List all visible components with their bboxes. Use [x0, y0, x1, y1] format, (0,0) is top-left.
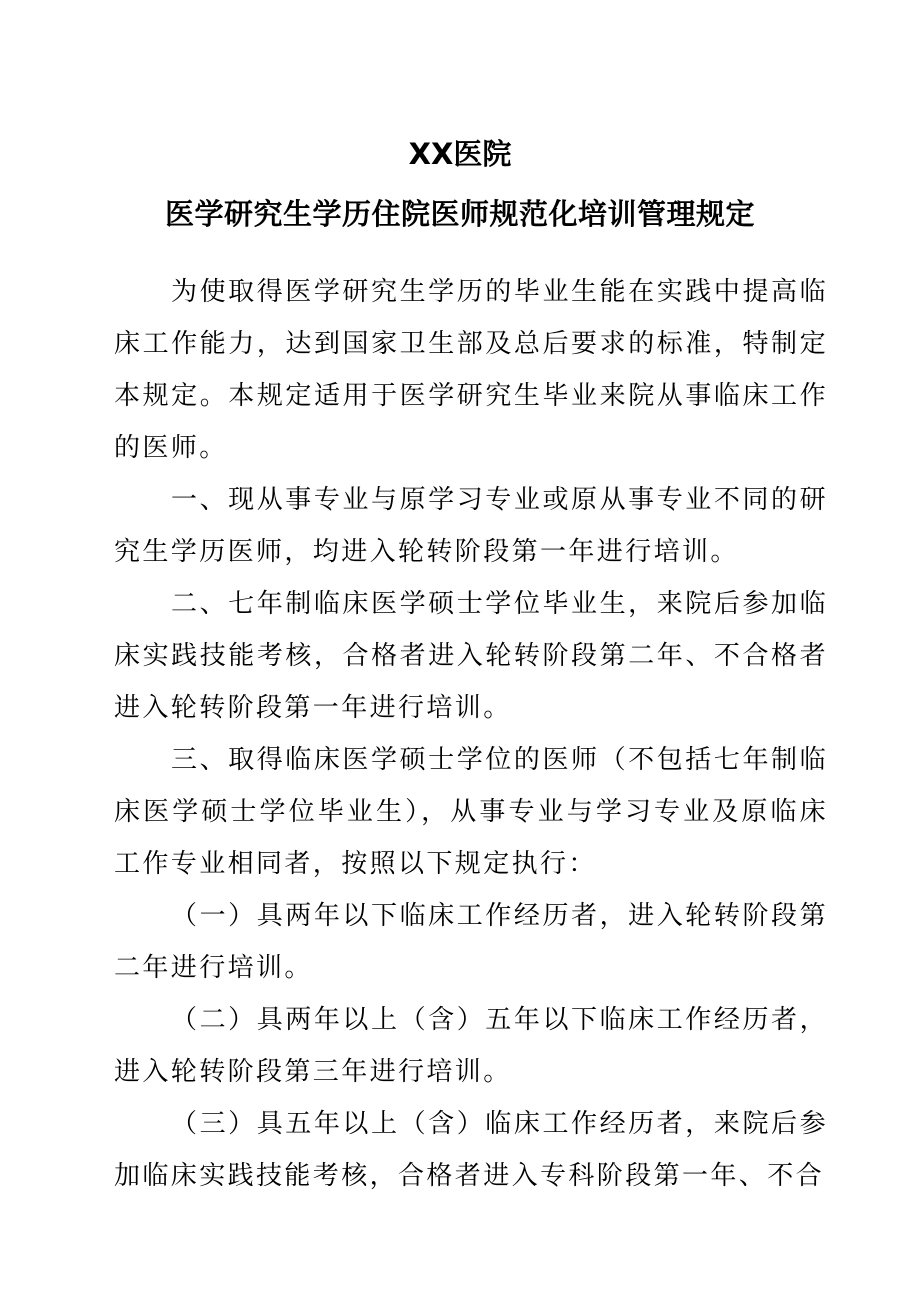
paragraph-subitem-2: （二）具两年以上（含）五年以下临床工作经历者，进入轮转阶段第三年进行培训。 — [114, 1005, 828, 1087]
document-title-regulation: 医学研究生学历住院医师规范化培训管理规定 — [164, 197, 755, 231]
paragraph-item-1: 一、现从事专业与原学习专业或原从事专业不同的研究生学历医师，均进入轮转阶段第一年进行培训。 — [114, 485, 828, 567]
document-body — [114, 266, 828, 1202]
paragraph-item-2: 二、七年制临床医学硕士学位毕业生，来院后参加临床实践技能考核，合格者进入轮转阶段第二年、不合格者进入轮转阶段第一年进行培训。 — [114, 589, 828, 723]
paragraph-subitem-1: （一）具两年以下临床工作经历者，进入轮转阶段第二年进行培训。 — [114, 901, 828, 983]
paragraph-item-3: 三、取得临床医学硕士学位的医师（不包括七年制临床医学硕士学位毕业生），从事专业与学习专业及原临床工作专业相同者，按照以下规定执行： — [114, 745, 828, 879]
document-title-hospital: XX医院 — [408, 137, 512, 171]
paragraph-subitem-3: （三）具五年以上（含）临床工作经历者，来院后参加临床实践技能考核，合格者进入专科阶段第一年、不合 — [114, 1109, 828, 1191]
paragraph-intro: 为使取得医学研究生学历的毕业生能在实践中提高临床工作能力，达到国家卫生部及总后要求的标准，特制定本规定。本规定适用于医学研究生毕业来院从事临床工作的医师。 — [114, 277, 828, 463]
